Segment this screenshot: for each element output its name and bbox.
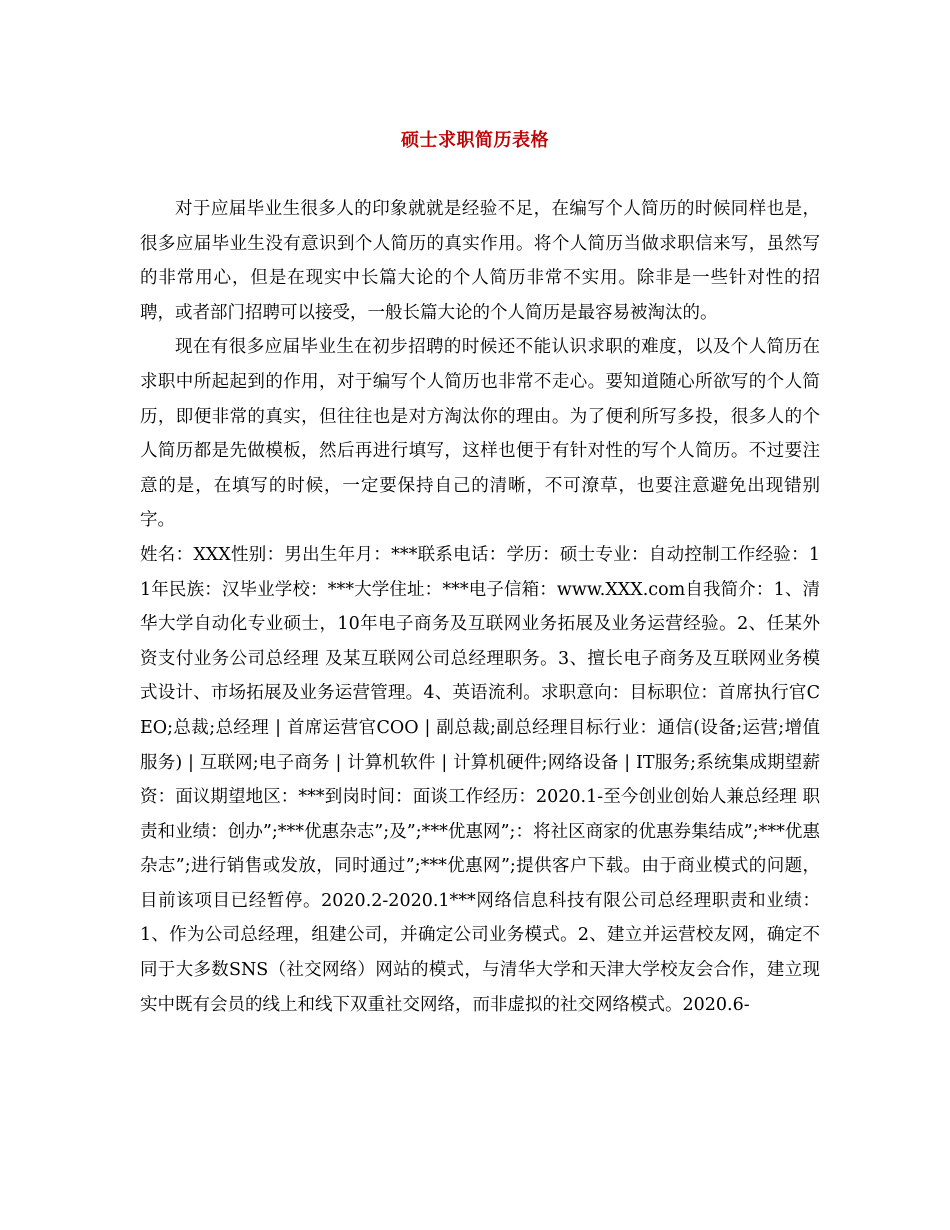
resume-paragraph: 姓名：XXX性别：男出生年月：***联系电话：学历：硕士专业：自动控制工作经验：11年民族：汉毕业学校：***大学住址：***电子信箱：www.XXX.com自我简介：1、清华大学自动化专业硕士，10年电子商务及互联网业务拓展及业务运营经验。2、任某外资支付业务公司总经理 及某互联网公司总经理职务。3、擅长电子商务及互联网业务模式设计、市场拓展及业务运营管理。4、英语流利。求职意向：目标职位：首席执行官CEO;总裁;总经理 | 首席运营官COO | 副总裁;副总经理目标行业：通信(设备;运营;增值服务) | 互联网;电子商务 | 计算机软件 | 计算机硬件;网络设备 | IT服务;系统集成期望薪资：面议期望地区：***到岗时间：面谈工作经历：2020.1-至今创业创始人兼总经理 职责和业绩：创办”;***优惠杂志”;及”;***优惠网”;：将社区商家的优惠券集结成”;***优惠杂志”;进行销售或发放，同时通过”;***优惠网”;提供客户下载。由于商业模式的问题，目前该项目已经暂停。2020.2-2020.1***网络信息科技有限公司总经理职责和业绩：1、作为公司总经理，组建公司，并确定公司业务模式。2、建立并运营校友网，确定不同于大多数SNS（社交网络）网站的模式，与清华大学和天津大学校友会合作，建立现实中既有会员的线上和线下双重社交网络，而非虚拟的社交网络模式。2020.6- [140, 544, 820, 1015]
intro-paragraph: 对于应届毕业生很多人的印象就就是经验不足，在编写个人简历的时候同样也是，很多应届毕业生没有意识到个人简历的真实作用。将个人简历当做求职信来写，虽然写的非常用心，但是在现实中长篇大论的个人简历非常不实用。除非是一些针对性的招聘，或者部门招聘可以接受，一般长篇大论的个人简历是最容易被淘汰的。 [140, 199, 820, 323]
document-title: 硕士求职简历表格 [401, 130, 549, 151]
document-body [140, 192, 820, 1022]
advice-paragraph: 现在有很多应届毕业生在初步招聘的时候还不能认识求职的难度，以及个人简历在求职中所起起到的作用，对于编写个人简历也非常不走心。要知道随心所欲写的个人简历，即便非常的真实，但往往也是对方淘汰你的理由。为了便利所写多投，很多人的个人简历都是先做模板，然后再进行填写，这样也便于有针对性的写个人简历。不过要注意的是，在填写的时候，一定要保持自己的清晰，不可潦草，也要注意避免出现错别字。 [140, 337, 820, 531]
